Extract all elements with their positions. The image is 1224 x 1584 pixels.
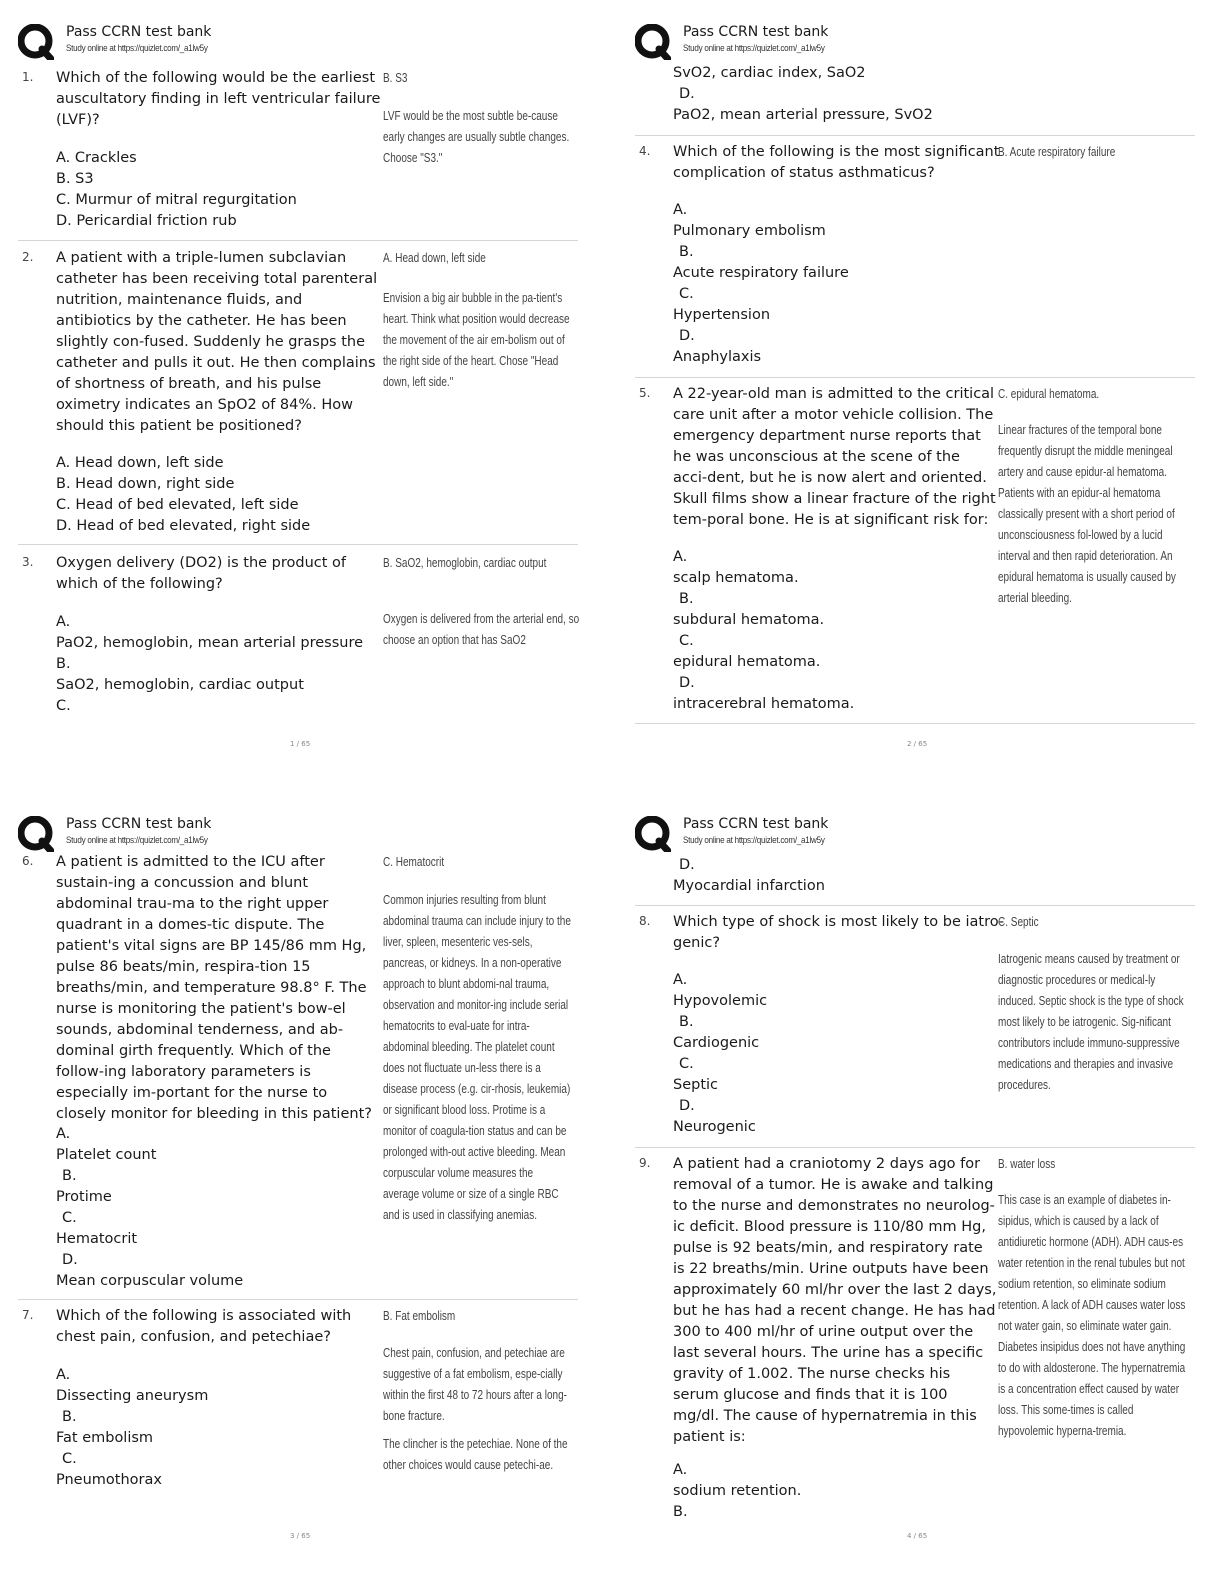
answer: A. Head down, left side: [383, 251, 486, 265]
option: D. Pericardial friction rub: [56, 213, 237, 229]
option: C. Murmur of mitral regurgitation: [56, 192, 297, 208]
divider: [18, 544, 578, 545]
divider: [635, 1147, 1195, 1148]
option: D.: [679, 1098, 695, 1114]
option: Platelet count: [56, 1147, 157, 1163]
page-4: [617, 792, 1224, 1584]
option: D.: [679, 857, 695, 873]
answer: C. Hematocrit: [383, 855, 445, 869]
option: subdural hematoma.: [673, 612, 825, 628]
question-number: 3.: [22, 555, 34, 569]
option: PaO2, mean arterial pressure, SvO2: [673, 107, 933, 123]
divider: [18, 240, 578, 241]
option: B.: [62, 1409, 77, 1425]
explanation: LVF would be the most subtle be-cause early changes are usually subtle changes. Choose "S3.": [383, 109, 570, 165]
page-number: 2 / 65: [907, 740, 928, 748]
option: intracerebral hematoma.: [673, 696, 855, 712]
answer: B. Acute respiratory failure: [998, 145, 1116, 159]
header-link[interactable]: Study online at https://quizlet.com/_a1lw5y: [683, 835, 825, 846]
option: B. S3: [56, 171, 94, 187]
option: C.: [679, 633, 694, 649]
divider: [635, 905, 1195, 906]
page-header: [18, 22, 418, 62]
answer: C. Septic: [998, 915, 1039, 929]
divider: [635, 135, 1195, 136]
question-number: 7.: [22, 1308, 34, 1322]
option: sodium retention.: [673, 1483, 802, 1499]
option: A.: [673, 549, 688, 565]
question-text: Which of the following would be the earliest auscultatory finding in left ventricular failure (LVF)?: [56, 70, 381, 128]
option: SvO2, cardiac index, SaO2: [673, 65, 866, 81]
option: scalp hematoma.: [673, 570, 799, 586]
header-title: Pass CCRN test bank: [66, 24, 212, 40]
page-number: 3 / 65: [290, 1532, 311, 1540]
question-number: 1.: [22, 70, 34, 84]
option: Septic: [673, 1077, 719, 1093]
quizlet-q-logo-icon: [18, 24, 54, 60]
option: Protime: [56, 1189, 112, 1205]
quizlet-q-logo-icon: [635, 24, 671, 60]
explanation: Iatrogenic means caused by treatment or diagnostic procedures or medical-ly induced. Septic shock is the type of shock most likely to be iatrogenic. Sig-nificant contributors include immuno-suppressive medications and therapies and invasive procedures.: [998, 952, 1184, 1092]
question-number: 5.: [639, 386, 651, 400]
option: D.: [62, 1252, 78, 1268]
quizlet-q-logo-icon: [18, 816, 54, 852]
page-2: [617, 0, 1224, 792]
option: B.: [673, 1504, 688, 1520]
option: C.: [679, 1056, 694, 1072]
option: Neurogenic: [673, 1119, 756, 1135]
explanation: Oxygen is delivered from the arterial end, so choose an option that has SaO2: [383, 612, 580, 647]
option: SaO2, hemoglobin, cardiac output: [56, 677, 304, 693]
page-header: [635, 814, 1035, 854]
explanation: Envision a big air bubble in the pa-tient's heart. Think what position would decrease the movement of the air em-bolism out of the right side of the heart. Chose "Head down, left side.": [383, 291, 570, 389]
question-text: A patient is admitted to the ICU after sustain-ing a concussion and blunt abdominal trau-ma to the right upper quadrant in a domes-tic dispute. The patient's vital signs are BP 145/86 mm Hg, pulse 86 beats/min, respira-tion 15 breaths/min, and temperature 98.8° F. The nurse is monitoring the patient's bow-el sounds, abdominal tenderness, and ab-dominal girth frequently. Which of the follow-ing laboratory parameters is especially im-portant for the nurse to closely monitor for bleeding in this patient?: [56, 854, 372, 1122]
option: B.: [62, 1168, 77, 1184]
header-link[interactable]: Study online at https://quizlet.com/_a1lw5y: [66, 835, 208, 846]
divider: [635, 723, 1195, 724]
header-link[interactable]: Study online at https://quizlet.com/_a1lw5y: [66, 43, 208, 54]
option: PaO2, hemoglobin, mean arterial pressure: [56, 635, 364, 651]
question-number: 4.: [639, 144, 651, 158]
answer: B. SaO2, hemoglobin, cardiac output: [383, 556, 547, 570]
question-number: 8.: [639, 914, 651, 928]
header-title: Pass CCRN test bank: [683, 816, 829, 832]
option: B. Head down, right side: [56, 476, 235, 492]
option: A.: [673, 1462, 688, 1478]
option: Mean corpuscular volume: [56, 1273, 244, 1289]
divider: [635, 377, 1195, 378]
option: A.: [673, 202, 688, 218]
answer: B. S3: [383, 71, 408, 85]
option: Myocardial infarction: [673, 878, 825, 894]
page-3: [0, 792, 612, 1584]
page-number: 1 / 65: [290, 740, 311, 748]
option: D.: [679, 675, 695, 691]
option: Hypertension: [673, 307, 771, 323]
answer: B. water loss: [998, 1157, 1056, 1171]
question-text: Which type of shock is most likely to be iatro-genic?: [673, 914, 1005, 951]
option: Fat embolism: [56, 1430, 154, 1446]
page-1: [0, 0, 612, 792]
option: C.: [62, 1210, 77, 1226]
option: C.: [62, 1451, 77, 1467]
option: D.: [679, 328, 695, 344]
option: C.: [679, 286, 694, 302]
question-text: A patient had a craniotomy 2 days ago for removal of a tumor. He is awake and talking to the nurse and demonstrates no neurolog-ic deficit. Blood pressure is 110/80 mm Hg, pulse is 92 beats/min, and respiratory rate is 22 breaths/min. Urine outputs have been approximately 60 ml/hr over the last 2 days, but he has had a recent change. He has had 300 to 400 ml/hr of urine output over the last several hours. The urine has a specific gravity of 1.002. The nurse checks his serum glucose and finds that it is 100 mg/dl. The cause of hypernatremia in this patient is:: [673, 1156, 997, 1445]
explanation: Chest pain, confusion, and petechiae are suggestive of a fat embolism, espe-cially within the first 48 to 72 hours after a long-bone fracture.: [383, 1346, 567, 1423]
explanation: Common injuries resulting from blunt abdominal trauma can include injury to the liver, spleen, mesenteric ves-sels, pancreas, or kidneys. In a non-operative approach to blunt abdomi-nal trauma, observation and monitor-ing include serial hematocrits to eval-uate for intra-abdominal bleeding. The platelet count does not fluctuate un-less there is a disease process (e.g. cir-rhosis, leukemia) or significant blood loss. Protime is a monitor of coagula-tion status and can be prolonged with-out active bleeding. Mean corpuscular volume measures the average volume or size of a single RBC and is used in classifying anemias.: [383, 893, 571, 1222]
explanation: The clincher is the petechiae. None of the other choices would cause petechi-ae.: [383, 1437, 568, 1472]
option: D.: [679, 86, 695, 102]
option: B.: [679, 591, 694, 607]
page-number: 4 / 65: [907, 1532, 928, 1540]
option: D. Head of bed elevated, right side: [56, 518, 311, 534]
option: Cardiogenic: [673, 1035, 760, 1051]
option: epidural hematoma.: [673, 654, 821, 670]
option: A.: [56, 1367, 71, 1383]
option: A.: [673, 972, 688, 988]
question-text: A patient with a triple-lumen subclavian catheter has been receiving total parenteral nutrition, maintenance fluids, and antibiotics by the catheter. He has been slightly con-fused. Suddenly he grasps the catheter and pulls it out. He then complains of shortness of breath, and his pulse oximetry indicates an SpO2 of 84%. How should this patient be positioned?: [56, 250, 378, 434]
option: A. Crackles: [56, 150, 137, 166]
explanation: Linear fractures of the temporal bone frequently disrupt the middle meningeal artery and cause epidur-al hematoma. Patients with an epidur-al hematoma classically present with a short period of unconsciousness fol-lowed by a lucid interval and then rapid deterioration. An epidural hematoma is usually caused by arterial bleeding.: [998, 423, 1176, 605]
quizlet-q-logo-icon: [635, 816, 671, 852]
option: B.: [679, 1014, 694, 1030]
page-header: [18, 814, 418, 854]
question-text: A 22-year-old man is admitted to the critical care unit after a motor vehicle collision. The emergency department nurse reports that he was unconscious at the scene of the acci-dent, but he is now alert and oriented. Skull films show a linear fracture of the right tem-poral bone. He is at significant risk for:: [673, 386, 996, 528]
option: Anaphylaxis: [673, 349, 762, 365]
header-title: Pass CCRN test bank: [683, 24, 829, 40]
option: B.: [679, 244, 694, 260]
option: B.: [56, 656, 71, 672]
answer: C. epidural hematoma.: [998, 387, 1100, 401]
option: Hypovolemic: [673, 993, 768, 1009]
option: A.: [56, 614, 71, 630]
divider: [18, 1299, 578, 1300]
option: Dissecting aneurysm: [56, 1388, 209, 1404]
option: Pneumothorax: [56, 1472, 162, 1488]
option: A.: [56, 1126, 71, 1142]
option: C.: [56, 698, 71, 714]
header-title: Pass CCRN test bank: [66, 816, 212, 832]
option: Acute respiratory failure: [673, 265, 849, 281]
question-text: Oxygen delivery (DO2) is the product of which of the following?: [56, 555, 347, 592]
page-header: [635, 22, 1035, 62]
option: Pulmonary embolism: [673, 223, 826, 239]
question-text: Which of the following is associated with chest pain, confusion, and petechiae?: [56, 1308, 352, 1345]
option: A. Head down, left side: [56, 455, 224, 471]
option: C. Head of bed elevated, left side: [56, 497, 299, 513]
header-link[interactable]: Study online at https://quizlet.com/_a1lw5y: [683, 43, 825, 54]
explanation: This case is an example of diabetes in-sipidus, which is caused by a lack of antidiuretic hormone (ADH). ADH caus-es water retention in the renal tubules but not sodium retention, so eliminate sodium retention. A lack of ADH causes water loss not water gain, so eliminate water gain. Diabetes insipidus does not have anything to do with aldosterone. The hypernatremia is a concentration effect caused by water loss. This some-times is called hypovolemic hyperna-tremia.: [998, 1193, 1186, 1438]
question-text: Which of the following is the most significant complication of status asthmaticus?: [673, 144, 1000, 181]
option: Hematocrit: [56, 1231, 138, 1247]
question-number: 6.: [22, 854, 34, 868]
question-number: 2.: [22, 250, 34, 264]
question-number: 9.: [639, 1156, 651, 1170]
answer: B. Fat embolism: [383, 1309, 456, 1323]
